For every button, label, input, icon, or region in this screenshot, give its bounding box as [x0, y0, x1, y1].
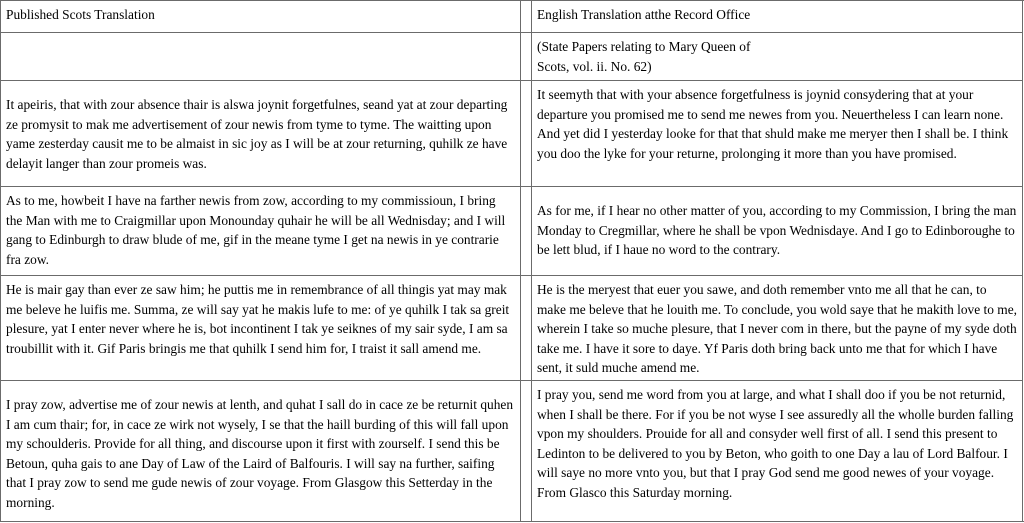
scots-paragraph-cell: [0, 80, 520, 186]
spacer-cell: [520, 32, 531, 80]
source-note-line: Scots, vol. ii. No. 62): [537, 58, 652, 74]
scots-paragraph: As to me, howbeit I have na farther newis from zow, according to my commissioun, I bring the Man with me to Craigmillar upon Monounday quhair he will be all Wednisday; and I will gang to Edinburgh to draw blude of me, gif in the meane tyme I get na newis in ye contrarie fra zow.: [6, 193, 506, 267]
spacer-cell: [520, 275, 531, 380]
scots-paragraph: I pray zow, advertise me of zour newis at lenth, and quhat I sall do in cace ze be returnit quhen I am cum thair; for, in cace ze wirk not wysely, I se that the haill burding of this will fall upon my schoulderis. Provide for all thing, and discourse upon it first with zourself. I send this be Betoun, quha gais to ane Day of Law of the Laird of Balfouris. I will say na further, saifing that I pray zow to send me gude newis of zour voyage. From Glasgow this Setterday in the morning.: [6, 397, 514, 510]
english-paragraph: As for me, if I hear no other matter of you, according to my Commission, I bring the man Monday to Cregmillar, where he shall be vpon Wednisdaye. And I go to Edinboroughe to be lett blud, if I haue no word to the contrary.: [537, 203, 1017, 257]
scots-paragraph: He is mair gay than ever ze saw him; he puttis me in remembrance of all thingis yat may mak me beleve he luifis me. Summa, ze will say yat he makis lufe to me: of ye quhilk I tak sa greit plesure, yat I enter never where he is, bot incontinent I tak ye seiknes of my sair syde, I am sa troubillit with it. Gif Paris bringis me that quhilk I send him for, I traist it sall amend me.: [6, 282, 510, 356]
spacer-cell: [520, 380, 531, 522]
scots-paragraph: It apeiris, that with zour absence thair is alswa joynit forgetfulnes, seand yat at zour departing ze promysit to mak me advertisement of zour newis from tyme to tyme. The waitting upon yame zesterday causit me to be almaist in sic joy as I will be at zour returning, quhilk ze have delayit langer than zour promeis was.: [6, 97, 508, 171]
spacer-cell: [520, 0, 531, 32]
spacer-cell: [520, 186, 531, 275]
scots-paragraph-cell: [0, 275, 520, 380]
source-note-left-cell: [0, 32, 520, 80]
english-paragraph-cell: [531, 380, 1022, 522]
spacer-cell: [520, 80, 531, 186]
english-paragraph: He is the meryest that euer you sawe, and doth remember vnto me all that he can, to make me beleve that he louith me. To conclude, you wold saye that he makith love to me, wherein I take so muche plesure, that I never com in there, but the payne of my syde doth take me. I have it sore to daye. Yf Paris doth bring back unto me that for which I have sent, it suld muche amend me.: [537, 282, 1018, 375]
english-paragraph: I pray you, send me word from you at large, and what I shall doo if you be not returnid, when I shall be there. For if you be not wyse I see assuredly all the wholle burden falling vpon my shoulders. Prouide for all and consyder well first of all. I send this present to Ledinton to be delivered to you by Beton, who goith to one Day a lau of Lord Balfour. I will saye no more vnto you, but that I pray God send me good newes of your voyage.: [537, 387, 1014, 480]
header-left-cell: [0, 0, 520, 32]
english-closing-line: From Glasco this Saturday morning.: [537, 484, 733, 500]
english-paragraph-cell: [531, 80, 1022, 186]
english-paragraph: It seemyth that with your absence forgetfulness is joynid consydering that at your departure you promised me to send me newes from you. Neuertheless I can learn none. And yet did I yesterday looke for that that shuld make me meryer then I shall be. I think you doo the lyke for your returne, prolonging it more than you have promised.: [537, 87, 1009, 161]
english-paragraph-cell: [531, 186, 1022, 275]
scots-paragraph-cell: [0, 380, 520, 522]
source-note-right-cell: [531, 32, 1022, 80]
english-paragraph-cell: [531, 275, 1022, 380]
header-english-translation: English Translation atthe Record Office: [537, 7, 751, 22]
header-right-cell: [531, 0, 1022, 32]
source-note-line: (State Papers relating to Mary Queen of: [537, 39, 751, 54]
table-border-right: [1022, 0, 1023, 522]
header-scots-translation: Published Scots Translation: [6, 7, 155, 22]
scots-paragraph-cell: [0, 186, 520, 275]
table-border-bottom: [0, 521, 1024, 522]
